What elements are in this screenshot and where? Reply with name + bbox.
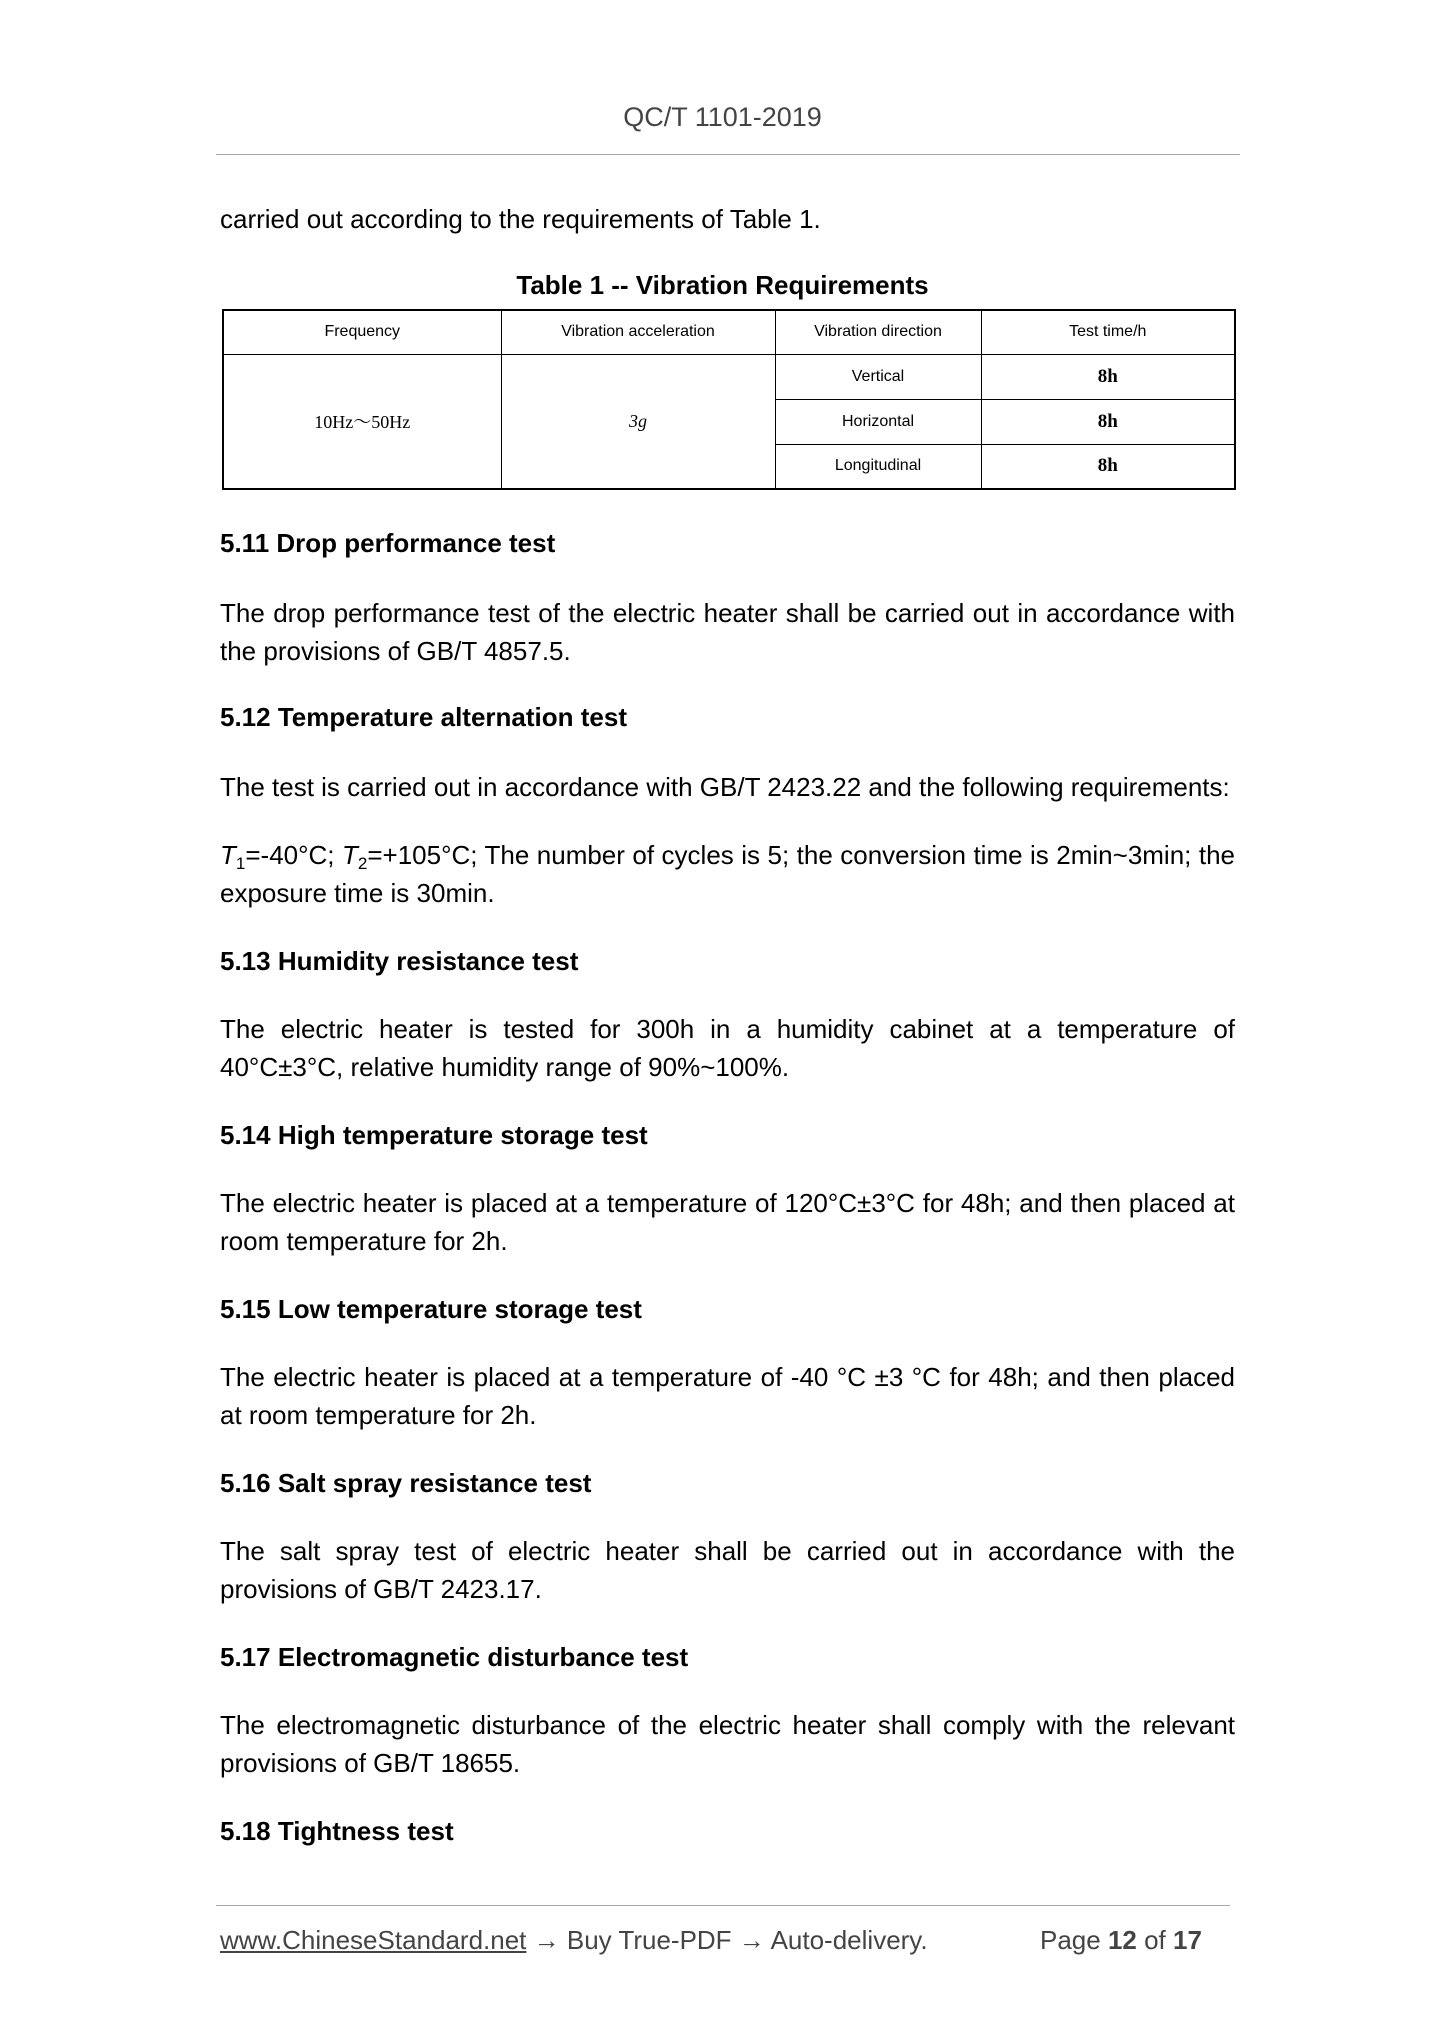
current-page-number: 12 [1107, 1925, 1137, 1955]
page-indicator [1040, 1925, 1202, 1956]
t2-symbol: T [342, 840, 358, 870]
section-heading: 5.11 Drop performance test [220, 528, 556, 558]
column-header: Vibration acceleration [501, 310, 775, 354]
time-cell: 8h [981, 354, 1235, 400]
section-body: The drop performance test of the electric heater shall be carried out in accordance with the provisions of GB/T 4857.5. [220, 598, 1235, 666]
direction-cell: Longitudinal [775, 444, 981, 489]
column-header: Frequency [223, 310, 501, 354]
column-header: Vibration direction [775, 310, 981, 354]
t1-symbol: T [220, 840, 236, 870]
time-cell: 8h [981, 444, 1235, 489]
direction-cell: Vertical [775, 354, 981, 400]
section-heading: 5.14 High temperature storage test [220, 1120, 648, 1150]
section-heading: 5.15 Low temperature storage test [220, 1294, 642, 1324]
document-header-title: QC/T 1101-2019 [623, 102, 822, 132]
intro-text: carried out according to the requirements of Table 1. [220, 204, 821, 234]
table-header-row [223, 310, 1235, 354]
section-body: The electric heater is tested for 300h in a humidity cabinet at a temperature of 40°C±3°C, relative humidity range of 90%~100%. [220, 1014, 1235, 1082]
footer-divider [216, 1905, 1230, 1906]
temperature-parameters [220, 836, 1235, 912]
direction-cell: Horizontal [775, 400, 981, 444]
vibration-requirements-table [222, 309, 1236, 490]
website-link[interactable]: www.ChineseStandard.net [220, 1925, 527, 1955]
section-heading: 5.16 Salt spray resistance test [220, 1468, 592, 1498]
t1-subscript: 1 [235, 854, 246, 873]
column-header: Test time/h [981, 310, 1235, 354]
t2-value: =+105°C; The number of cycles is 5; the conversion time is 2min~3min; the exposure time is 30min. [220, 840, 1236, 908]
t2-subscript: 2 [357, 854, 368, 873]
table-row [223, 354, 1235, 400]
acceleration-cell: 3g [501, 354, 775, 489]
section-body: The electric heater is placed at a temperature of -40 °C ±3 °C for 48h; and then placed at room temperature for 2h. [220, 1362, 1235, 1430]
table-caption: Table 1 -- Vibration Requirements [516, 270, 929, 300]
section-body: The electromagnetic disturbance of the electric heater shall comply with the relevant provisions of GB/T 18655. [220, 1710, 1235, 1778]
footer-promo [220, 1925, 928, 1956]
section-heading: 5.17 Electromagnetic disturbance test [220, 1642, 689, 1672]
total-page-number: 17 [1173, 1925, 1202, 1955]
section-heading: 5.18 Tightness test [220, 1816, 454, 1846]
page-label: Page [1040, 1925, 1108, 1955]
section-body: The electric heater is placed at a temperature of 120°C±3°C for 48h; and then placed at room temperature for 2h. [220, 1188, 1235, 1256]
section-heading: 5.13 Humidity resistance test [220, 946, 579, 976]
section-heading: 5.12 Temperature alternation test [220, 702, 627, 732]
frequency-cell: 10Hz～50Hz [223, 354, 501, 489]
promo-text: → Buy True-PDF → Auto-delivery. [526, 1925, 928, 1955]
section-body: The test is carried out in accordance with GB/T 2423.22 and the following requirements: [220, 772, 1230, 802]
header-divider [216, 154, 1240, 155]
time-cell: 8h [981, 400, 1235, 444]
of-label: of [1136, 1925, 1174, 1955]
t1-value: =-40°C; [245, 840, 342, 870]
section-body: The salt spray test of electric heater shall be carried out in accordance with the provisions of GB/T 2423.17. [220, 1536, 1235, 1604]
